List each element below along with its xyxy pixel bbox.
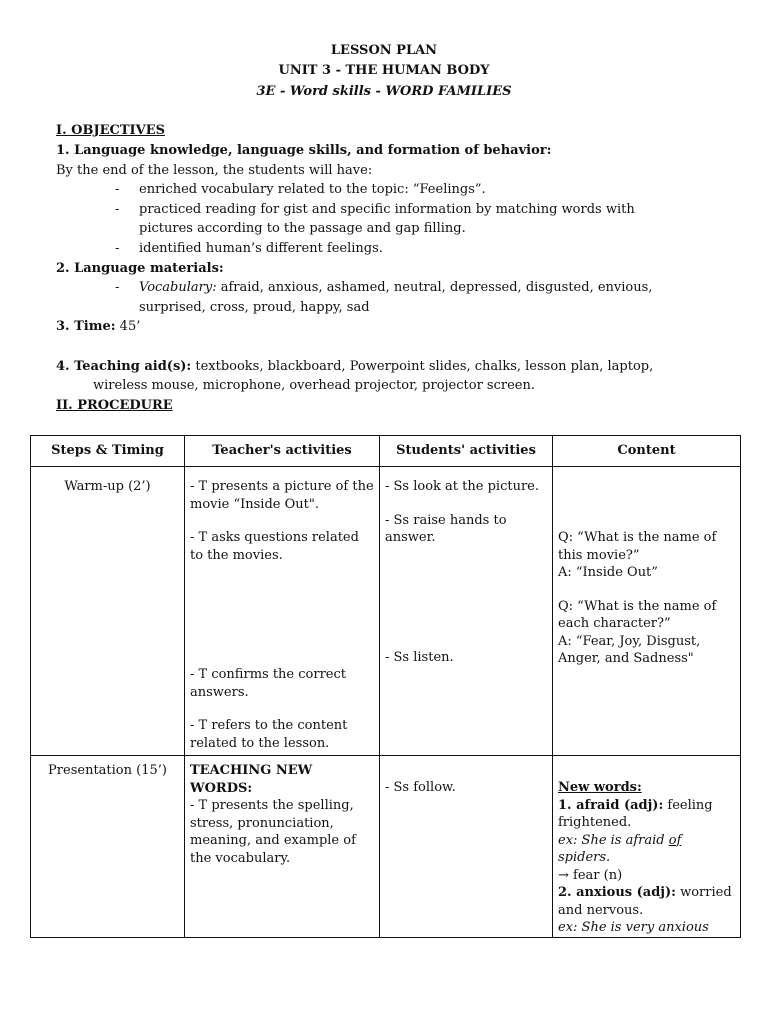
students-cell — [380, 467, 553, 756]
bullet-mark: - — [115, 241, 120, 256]
teacher-cell — [185, 756, 380, 938]
procedure-heading: II. PROCEDURE — [56, 398, 173, 413]
step-label: Warm-up (2’) — [64, 479, 151, 494]
teacher-activity: - T refers to the content related to the lesson. — [190, 718, 348, 751]
example-underlined: of — [668, 832, 682, 848]
unit-title: UNIT 3 - THE HUMAN BODY — [278, 63, 490, 78]
step-cell — [31, 756, 185, 938]
vocabulary-words: afraid, anxious, ashamed, neutral, depressed, disgusted, envious, — [216, 280, 653, 295]
example-text: spiders. — [558, 850, 611, 865]
aids-value-cont: wireless mouse, microphone, overhead projector, projector screen. — [93, 378, 535, 393]
step-cell — [31, 467, 185, 756]
word-definition: worried and nervous. — [558, 885, 732, 918]
lesson-subtitle: 3E - Word skills - WORD FAMILIES — [256, 84, 512, 99]
aids-line — [56, 357, 653, 377]
word-example — [558, 832, 735, 867]
word-definition: feeling frightened. — [558, 797, 713, 830]
new-words-heading: New words: — [558, 780, 642, 795]
student-activity: - Ss look at the picture. — [385, 479, 539, 494]
document-title: LESSON PLAN — [330, 43, 438, 58]
objective-item: enriched vocabulary related to the topic: “Feelings”. — [139, 182, 486, 197]
table-header-row — [31, 436, 741, 467]
question: Q: “What is the name of each character?” — [558, 598, 717, 631]
teacher-activity: - T presents a picture of the movie “Inside Out". — [190, 479, 374, 512]
content-cell — [553, 756, 741, 938]
aids-value: textbooks, blackboard, Powerpoint slides, chalks, lesson plan, laptop, — [191, 359, 654, 374]
word-term: 1. afraid (adj): — [558, 797, 664, 813]
materials-heading: 2. Language materials: — [56, 261, 224, 276]
word-example: ex: She is very anxious — [558, 920, 709, 935]
word-entry — [558, 884, 735, 919]
procedure-table — [30, 435, 741, 938]
objective-item: identified human’s different feelings. — [139, 241, 383, 256]
time-value: 45’ — [115, 319, 141, 334]
student-activity: - Ss listen. — [385, 649, 454, 665]
teacher-cell — [185, 467, 380, 756]
teacher-activity: - T asks questions related to the movies. — [190, 530, 359, 563]
teacher-activity: - T confirms the correct answers. — [190, 667, 346, 700]
students-cell — [380, 756, 553, 938]
bullet-mark: - — [115, 202, 120, 217]
aids-label: 4. Teaching aid(s): — [56, 359, 192, 374]
word-entry — [558, 797, 735, 832]
bullet-mark: - — [115, 182, 120, 197]
objectives-heading: I. OBJECTIVES — [56, 123, 165, 138]
student-activity: - Ss raise hands to answer. — [385, 512, 507, 545]
column-header: Content — [553, 436, 741, 467]
bullet-mark: - — [115, 280, 120, 295]
student-activity: - Ss follow. — [385, 780, 456, 795]
objective-item: practiced reading for gist and specific information by matching words with — [139, 202, 635, 217]
vocabulary-label: Vocabulary: — [139, 280, 217, 295]
table-row-presentation — [31, 756, 741, 938]
column-header: Steps & Timing — [31, 436, 185, 467]
column-header: Students' activities — [380, 436, 553, 467]
word-family: → fear (n) — [558, 867, 623, 883]
question: Q: “What is the name of this movie?” — [558, 530, 717, 563]
objective-item: pictures according to the passage and gap filling. — [139, 221, 466, 236]
vocabulary-words-cont: surprised, cross, proud, happy, sad — [139, 300, 370, 315]
time-line — [56, 317, 140, 337]
objectives-intro: By the end of the lesson, the students will have: — [56, 163, 373, 178]
knowledge-heading: 1. Language knowledge, language skills, and formation of behavior: — [56, 143, 552, 158]
teacher-heading: TEACHING NEW WORDS: — [190, 763, 313, 796]
word-term: 2. anxious (adj): — [558, 885, 676, 900]
content-cell — [553, 467, 741, 756]
answer: A: “Inside Out” — [558, 565, 658, 580]
step-label: Presentation (15’) — [48, 763, 167, 778]
example-text: ex: She is afraid — [558, 832, 669, 848]
column-header: Teacher's activities — [185, 436, 380, 467]
answer: A: “Fear, Joy, Disgust, Anger, and Sadness" — [558, 633, 701, 666]
teacher-activity: - T presents the spelling, stress, pronunciation, meaning, and example of the vocabulary. — [190, 798, 356, 866]
table-row-warmup — [31, 467, 741, 756]
vocabulary-line — [139, 278, 652, 298]
time-label: 3. Time: — [56, 319, 116, 334]
